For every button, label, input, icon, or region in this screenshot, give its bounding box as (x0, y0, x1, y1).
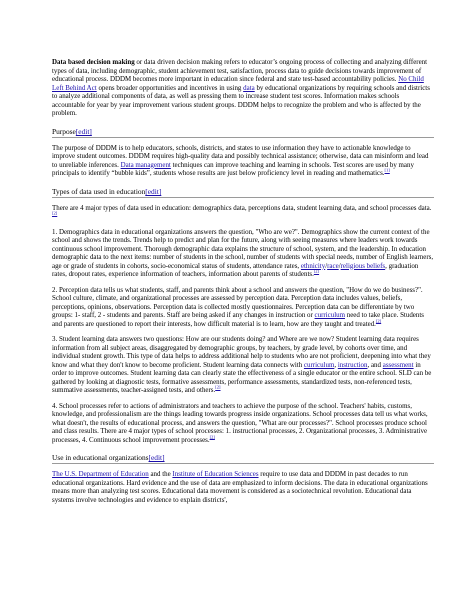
link-race[interactable]: race (327, 261, 339, 270)
link-data[interactable]: data (243, 83, 255, 92)
link-ethnicity[interactable]: ethnicity (300, 261, 326, 270)
link-institute-of-education-sciences[interactable]: Institute of Education Sciences (172, 470, 259, 478)
purpose-paragraph: The purpose of DDDM is to help educators, schools, districts, and states to use information they have to actionable knowledge to improve student outcomes. DDDM requires high-quality data and possibly technical assistance; otherwise, data can misinform and lead to unreliable inferences. Data management techniques can improve teaching and learning in schools. Test scores are used by many principals to identify “bubble kids”, students whose results are just below proficiency level in reading and mathematics.[1] (52, 143, 429, 177)
reference-2[interactable]: [2] (375, 318, 382, 324)
perception-paragraph: 2. Perception data tells us what students, staff, and parents think about a school and answers the question, "How do we do business?". School culture, climate, and organizational processes are assessed by perception data. Perception data includes values, beliefs, perceptions, opinions, observations. Perception data is collected mostly questionnaires. Perception data can be differentiate by two groups: 1- staff, 2 - students and parents. Staff are being asked if any changes in instruction or curriculum need to take place. Students and parents are questioned to report their interests, how difficult material is to learn, how are they taught and treated.[2] (52, 285, 424, 328)
reference-2[interactable]: [2] (209, 434, 215, 440)
use-paragraph: The U.S. Department of Education and the Institute of Education Sciences require to use data and DDDM in past decades to run educational organizations. Hard evidence and the use of data are emphasized to inform decisions. The data in educational organizations means more than analyzing test scores. Educational data movement is considered as a sociotechnical revolution. Educational data systems involve technologies and evidence to explain districts', (52, 470, 428, 504)
link-curriculum[interactable]: curriculum (314, 311, 345, 319)
link-no-child-left-behind[interactable]: No Child Left Behind Act (52, 75, 424, 92)
student-learning-paragraph: 3. Student learning data answers two questions: How are our students doing? and Where are we now? Student learning data requires information from all subject areas, disaggregated by demographic groups, by teachers, by grade level, by cohorts over time, and individual student growth. This type of data helps to address additional help to students who are not proficient, deepening into what they know and what they don't know to become proficient. Student learning data connects with curriculum, instruction, and assessment in order to improve outcomes. Student learning data can clearly state the effectiveness of a single educator or the entire school. SLD can be gathered by looking at diagnostic tests, formative assessments, performance assessments, standardized tests, non-referenced tests, summative assessments, teacher-assigned tests, and others.[2] (52, 335, 432, 394)
reference-2[interactable]: [2] (313, 268, 320, 274)
intro-term: Data based decision making (52, 58, 135, 66)
link-data-management[interactable]: Data management (120, 160, 171, 169)
link-curriculum[interactable]: curriculum (303, 360, 335, 369)
types-intro-paragraph: There are 4 major types of data used in education: demographics data, perceptions data, student learning data, and school processes data.[2] (52, 203, 432, 216)
edit-link-use[interactable]: [edit] (148, 453, 165, 462)
link-assessment[interactable]: assessment (382, 360, 414, 369)
demographics-paragraph: 1. Demographics data in educational organizations answers the question, "Who are we?". Demographics show the current context of the school and shows the trends. Trends help to predict and plan for the future, along with seeing measures where leaders work towards continuous school improvement. Thorough demographic data explains the structure of school, system, and the leadership. In education demographic data to the next items: number of students in the school, number of students with special needs, number of English learners, age or grade of students in cohorts, socio-economical status of students, attendance rates, ethnicity/race/religious beliefs, graduation rates, dropout rates, experience information of teachers, information about parents of students.[2] (52, 227, 434, 278)
reference-1[interactable]: [1] (384, 167, 390, 173)
section-heading-use: Use in educational organizations[edit] (52, 453, 434, 464)
section-heading-types: Types of data used in education[edit] (52, 187, 434, 198)
edit-link-purpose[interactable]: [edit] (75, 126, 92, 136)
link-us-department-of-education[interactable]: The U.S. Department of Education (52, 470, 149, 478)
school-processes-paragraph: 4. School processes refer to actions of administrators and teachers to achieve the purpose of the school. Teachers' habits, customs, knowledge, and professionalism are the things leading towards progress inside organizations. School processes data tell us what works, what doesn't, the results of educational process, and answers the question, "What are our processes?". School processes produce school and class results. There are 4 major types of school processes: 1. instructional processes, 2. Organizational processes, 3. Administrative processes, 4. Continuous school improvement processes.[2] (52, 401, 428, 444)
reference-2[interactable]: [2] (215, 384, 221, 390)
reference-2[interactable]: [2] (52, 210, 58, 216)
section-heading-purpose: Purpose[edit] (52, 127, 434, 138)
link-religious-beliefs[interactable]: religious beliefs (340, 261, 386, 270)
link-instruction[interactable]: instruction (337, 360, 368, 369)
edit-link-types[interactable]: [edit] (145, 186, 162, 196)
intro-paragraph: Data based decision making or data driven decision making refers to educator’s ongoing process of collecting and analyzing different types of data, including demographic, student achievement test, satisfaction, process data to guide decisions towards improvement of educational process. DDDM becomes more important in education since federal and state test-based accountability policies. No Child Left Behind Act opens broader opportunities and incentives in using data by educational organizations by requiring schools and districts to analyze additional components of data, as well as pressing them to increase student test scores. Information makes schools accountable for year by year improvement various student groups. DDDM helps to recognize the problem and who is affected by the problem. (52, 58, 430, 117)
